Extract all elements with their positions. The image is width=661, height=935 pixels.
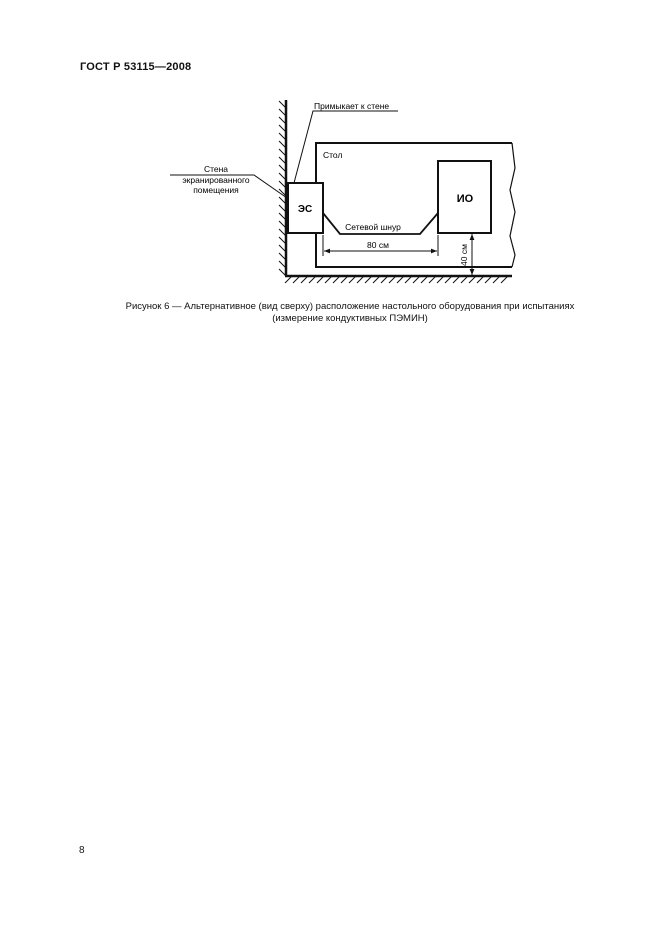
dimension-80cm-label: 80 см <box>367 240 389 250</box>
document-header: ГОСТ Р 53115—2008 <box>80 61 192 73</box>
adjoins-wall-leader <box>294 111 398 183</box>
es-label: ЭС <box>297 204 313 215</box>
adjoins-wall-label: Примыкает к стене <box>314 101 390 111</box>
dimension-40cm-label: 40 см <box>459 244 469 266</box>
equipment-layout-figure <box>0 0 661 300</box>
figure-caption <box>60 301 640 325</box>
table-label: Стол <box>323 150 343 160</box>
wall-label-line2: экранированного <box>182 175 250 185</box>
figure-caption-line1: Рисунок 6 — Альтернативное (вид сверху) расположение настольного оборудования при испытаниях <box>125 301 575 312</box>
io-label: ИО <box>456 193 474 205</box>
power-cord-label: Сетевой шнур <box>345 222 401 232</box>
figure-caption-line2: (измерение кондуктивных ПЭМИН) <box>272 313 428 324</box>
page-number: 8 <box>79 845 85 856</box>
wall-label-line3: помещения <box>193 185 239 195</box>
wall-label-line1: Стена <box>203 164 229 174</box>
